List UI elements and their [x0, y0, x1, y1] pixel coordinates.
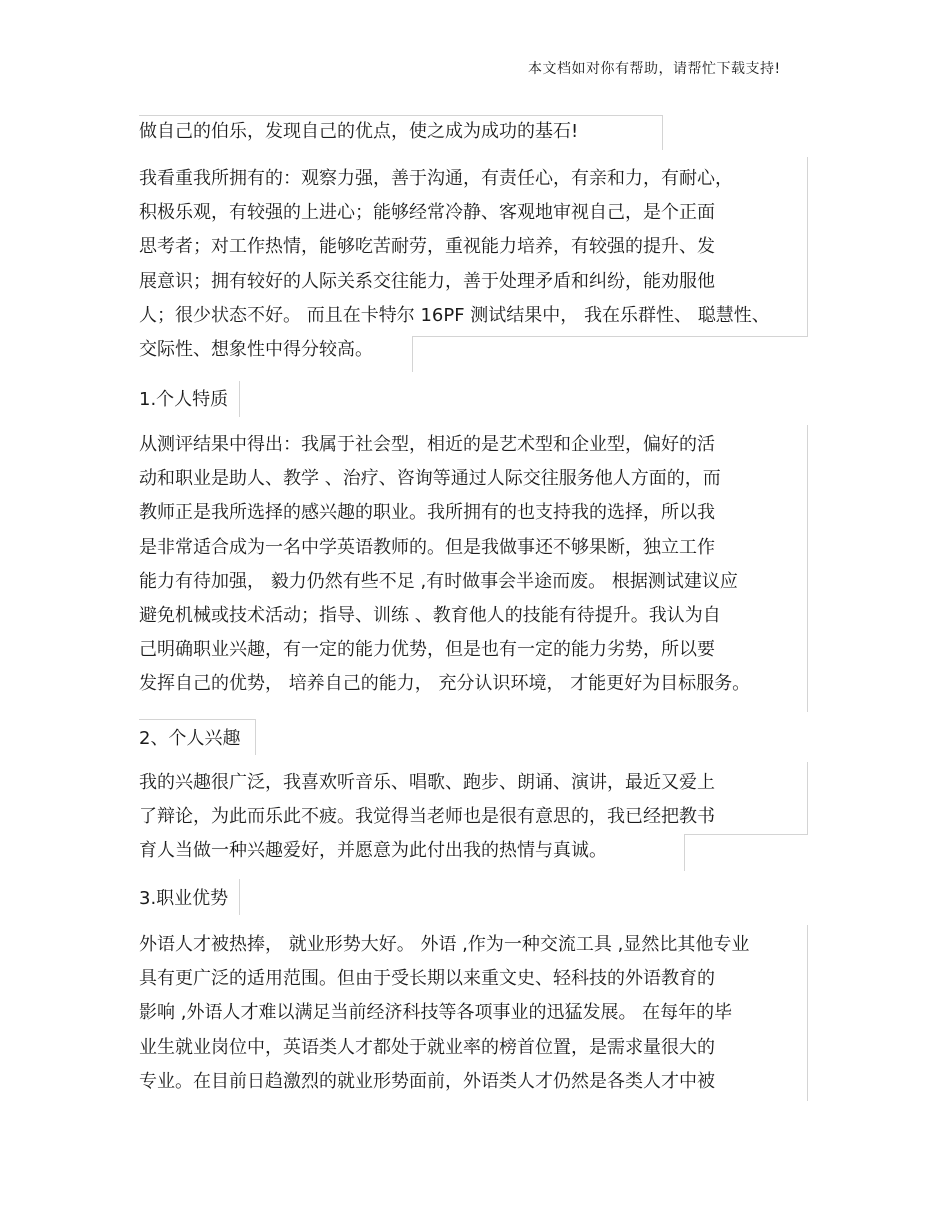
text-line: 我看重我所拥有的：观察力强，善于沟通，有责任心，有亲和力，有耐心， — [139, 168, 733, 189]
text-line: 专业。在目前日趋激烈的就业形势面前，外语类人才仍然是各类人才中被 — [139, 1070, 715, 1092]
text-line: 影响 ,外语人才难以满足当前经济科技等各项事业的迅猛发展。 在每年的毕 — [139, 1002, 733, 1024]
text-line: 是非常适合成为一名中学英语教师的。但是我做事还不够果断，独立工作 — [139, 536, 715, 558]
page-header-note: 本文档如对你有帮助，请帮忙下载支持! — [528, 61, 781, 77]
text-line: 思考者；对工作热情，能够吃苦耐劳，重视能力培养，有较强的提升、发 — [139, 236, 715, 258]
text-line: 外语人才被热捧， 就业形势大好。 外语 ,作为一种交流工具 ,显然比其他专业 — [139, 934, 750, 955]
text-line: 人；很少状态不好。 而且在卡特尔 16PF 测试结果中， 我在乐群性、 聪慧性、 — [139, 304, 770, 326]
text-line: 做自己的伯乐，发现自己的优点，使之成为成功的基石! — [139, 121, 579, 142]
text-line: 己明确职业兴趣，有一定的能力优势，但是也有一定的能力劣势，所以要 — [139, 639, 715, 661]
text-line: 积极乐观，有较强的上进心；能够经常冷静、客观地审视自己，是个正面 — [139, 202, 715, 224]
text-line: 业生就业岗位中，英语类人才都处于就业率的榜首位置，是需求量很大的 — [139, 1036, 715, 1058]
text-line: 避免机械或技术活动；指导、训练 、教育他人的技能有待提升。我认为自 — [139, 604, 721, 626]
paragraph-interests — [139, 766, 715, 869]
text-line: 动和职业是助人、教学 、治疗、咨询等通过人际交往服务他人方面的，而 — [139, 468, 721, 490]
paragraph-career-advantages — [139, 928, 749, 1099]
section-heading-interests: 2、个人兴趣 — [139, 728, 241, 749]
paragraph-assessment — [139, 428, 750, 702]
section-heading-personal-traits: 1.个人特质 — [139, 389, 229, 410]
text-line: 了辩论，为此而乐此不疲。我觉得当老师也是很有意思的，我已经把教书 — [139, 806, 715, 828]
text-line: 我的兴趣很广泛，我喜欢听音乐、唱歌、跑步、朗诵、演讲，最近又爱上 — [139, 772, 715, 793]
text-line: 教师正是我所选择的感兴趣的职业。我所拥有的也支持我的选择，所以我 — [139, 502, 715, 524]
text-line: 育人当做一种兴趣爱好，并愿意为此付出我的热情与真诚。 — [139, 840, 607, 862]
section-heading-career-advantages: 3.职业优势 — [139, 888, 229, 909]
text-line: 交际性、想象性中得分较高。 — [139, 338, 373, 360]
text-line: 能力有待加强， 毅力仍然有些不足 ,有时做事会半途而废。 根据测试建议应 — [139, 570, 738, 592]
text-line: 具有更广泛的适用范围。但由于受长期以来重文史、轻科技的外语教育的 — [139, 968, 715, 990]
text-line: 展意识；拥有较好的人际关系交往能力，善于处理矛盾和纠纷，能劝服他 — [139, 270, 715, 292]
text-line: 发挥自己的优势， 培养自己的能力， 充分认识环境， 才能更好为目标服务。 — [139, 673, 751, 695]
text-line: 从测评结果中得出：我属于社会型，相近的是艺术型和企业型，偏好的活 — [139, 434, 715, 455]
paragraph-intro — [139, 115, 578, 149]
